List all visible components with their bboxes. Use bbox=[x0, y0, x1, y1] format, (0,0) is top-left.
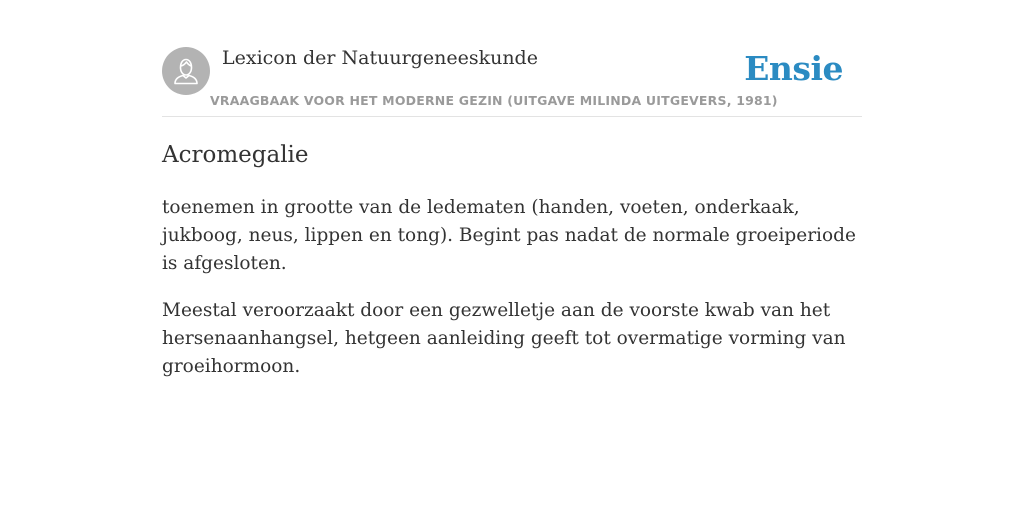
brand-logo[interactable]: Ensie bbox=[744, 49, 843, 88]
source-title[interactable]: Lexicon der Natuurgeneeskunde bbox=[222, 47, 538, 69]
entry-content bbox=[162, 138, 862, 400]
entry-paragraph: toenemen in grootte van de ledematen (handen, voeten, onderkaak, jukboog, neus, lippen en tong). Begint pas nadat de normale groeiperiode is afgesloten. bbox=[162, 197, 856, 274]
entry-title: Acromegalie bbox=[162, 142, 309, 168]
source-subtitle: VRAAGBAAK VOOR HET MODERNE GEZIN (UITGAVE MILINDA UITGEVERS, 1981) bbox=[210, 93, 778, 108]
source-header bbox=[162, 46, 862, 117]
user-avatar-icon[interactable] bbox=[162, 47, 210, 95]
entry-paragraph: Meestal veroorzaakt door een gezwelletje aan de voorste kwab van het hersenaanhangsel, hetgeen aanleiding geeft tot overmatige vorming van groeihormoon. bbox=[162, 300, 846, 377]
